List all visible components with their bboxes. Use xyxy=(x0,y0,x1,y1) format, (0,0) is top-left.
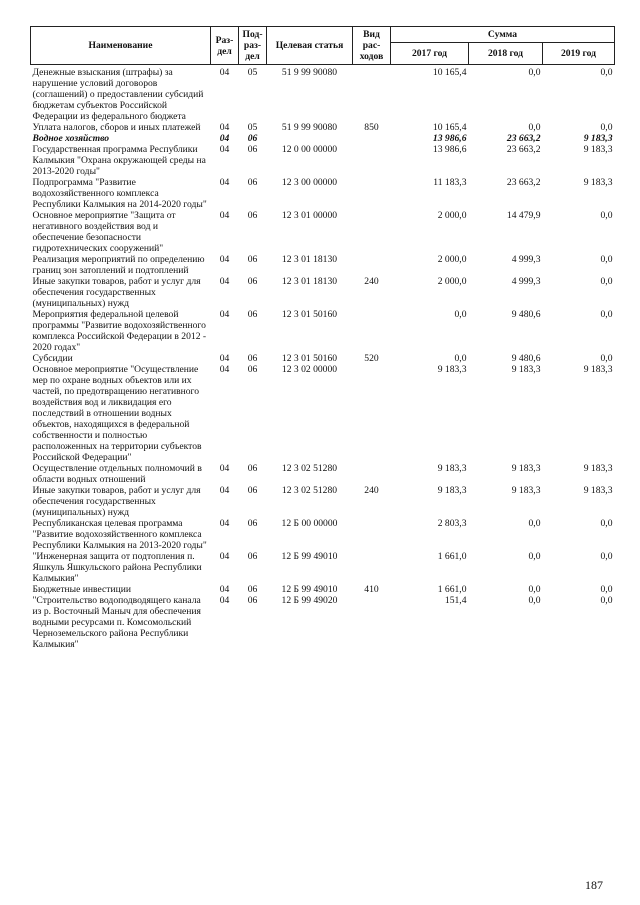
row-sum-2019: 9 183,3 xyxy=(583,485,613,496)
row-sum-2019: 0,0 xyxy=(600,595,613,606)
row-name: Денежные взыскания (штрафы) за нарушение условий договоров (соглашений) о предоставлении субсидий бюджетам субъектов Российской Федерации из федерального бюджета xyxy=(32,67,204,122)
row-sum-2018: 23 663,2 xyxy=(506,133,541,144)
page-number: 187 xyxy=(585,878,603,892)
row-name: "Строительство водоподводящего канала из р. Восточный Маныч для обеспечения водными ресурсами п. Комсомольский Черноземельского района Республики Калмыкия" xyxy=(32,595,201,650)
header-2019: 2019 год xyxy=(543,43,615,65)
row-sum-2019: 0,0 xyxy=(600,210,613,221)
table-row xyxy=(31,309,615,353)
row-sum-2019: 9 183,3 xyxy=(583,177,613,188)
row-sum-2018: 9 480,6 xyxy=(511,309,541,320)
row-sum-2019: 9 183,3 xyxy=(583,463,613,474)
row-vid xyxy=(353,595,391,650)
row-sum-2017: 13 986,6 xyxy=(432,144,467,155)
row-target: 12 3 01 50160 xyxy=(281,309,338,320)
row-name: Водное хозяйство xyxy=(32,133,110,144)
row-podrazdel: 06 xyxy=(247,144,258,155)
row-sum-2018: 0,0 xyxy=(528,595,541,606)
row-podrazdel: 06 xyxy=(247,364,258,375)
row-target: 12 Б 99 49020 xyxy=(281,595,338,606)
row-name: Осуществление отдельных полномочий в области водных отношений xyxy=(32,463,202,485)
table-row xyxy=(31,210,615,254)
row-target: 12 3 02 00000 xyxy=(281,364,338,375)
row-podrazdel: 06 xyxy=(247,276,258,287)
row-sum-2017: 10 165,4 xyxy=(432,122,467,133)
row-target: 51 9 99 90080 xyxy=(281,122,338,133)
row-name: Уплата налогов, сборов и иных платежей xyxy=(32,122,201,133)
header-vid: Вид рас-ходов xyxy=(353,27,391,65)
row-razdel: 04 xyxy=(219,485,230,496)
row-sum-2018: 4 999,3 xyxy=(511,276,541,287)
row-podrazdel: 06 xyxy=(247,353,258,364)
row-target: 51 9 99 90080 xyxy=(281,67,338,78)
header-2018: 2018 год xyxy=(469,43,543,65)
row-name: Бюджетные инвестиции xyxy=(32,584,131,595)
row-sum-2019: 9 183,3 xyxy=(583,144,613,155)
row-podrazdel: 06 xyxy=(247,133,258,144)
row-razdel: 04 xyxy=(219,584,230,595)
row-sum-2017: 9 183,3 xyxy=(437,364,467,375)
row-name: Государственная программа Республики Калмыкия "Охрана окружающей среды на 2013-2020 годы" xyxy=(32,144,206,177)
row-name: Субсидии xyxy=(32,353,73,364)
row-razdel: 04 xyxy=(219,210,230,221)
table-row xyxy=(31,463,615,485)
row-podrazdel: 06 xyxy=(247,309,258,320)
row-podrazdel: 06 xyxy=(247,551,258,562)
row-sum-2018: 23 663,2 xyxy=(506,144,541,155)
row-sum-2019: 0,0 xyxy=(600,551,613,562)
row-razdel: 04 xyxy=(219,144,230,155)
row-name: Подпрограмма "Развитие водохозяйственного комплекса Республики Калмыкия на 2014-2020 годы" xyxy=(32,177,207,210)
row-razdel: 04 xyxy=(219,254,230,265)
budget-table xyxy=(30,26,615,650)
row-podrazdel: 06 xyxy=(247,485,258,496)
row-vid xyxy=(353,518,391,551)
row-razdel: 04 xyxy=(219,67,230,78)
row-sum-2017: 151,4 xyxy=(444,595,467,606)
row-vid: 410 xyxy=(364,584,379,595)
row-sum-2019: 0,0 xyxy=(600,122,613,133)
row-sum-2017: 2 803,3 xyxy=(437,518,467,529)
row-sum-2017: 1 661,0 xyxy=(437,551,467,562)
table-header xyxy=(31,27,615,65)
table-row xyxy=(31,254,615,276)
header-podrazdel: Под-раз-дел xyxy=(239,27,267,65)
row-razdel: 04 xyxy=(219,595,230,606)
row-podrazdel: 05 xyxy=(247,122,258,133)
row-target: 12 Б 99 49010 xyxy=(281,584,338,595)
row-sum-2018: 9 183,3 xyxy=(511,364,541,375)
row-sum-2018: 0,0 xyxy=(528,518,541,529)
table-row xyxy=(31,177,615,210)
table-row xyxy=(31,122,615,133)
row-sum-2018: 0,0 xyxy=(528,551,541,562)
row-razdel: 04 xyxy=(219,364,230,375)
row-name: "Инженерная защита от подтопления п. Яшкуль Яшкульского района Республики Калмыкия" xyxy=(32,551,202,584)
row-podrazdel: 06 xyxy=(247,595,258,606)
row-sum-2019: 0,0 xyxy=(600,254,613,265)
row-sum-2019: 9 183,3 xyxy=(583,133,613,144)
row-razdel: 04 xyxy=(219,353,230,364)
row-sum-2018: 23 663,2 xyxy=(506,177,541,188)
row-podrazdel: 06 xyxy=(247,584,258,595)
row-name: Основное мероприятие "Осуществление мер по охране водных объектов или их частей, по предотвращению негативного воздействия вод и ликвидация его последствий в отношении водных объектов, находящихся в федеральной собственности и полностью расположенных на территории субъектов Российской Федерации" xyxy=(32,364,202,463)
header-razdel: Раз-дел xyxy=(211,27,239,65)
row-razdel: 04 xyxy=(219,518,230,529)
row-vid: 240 xyxy=(364,485,379,496)
row-razdel: 04 xyxy=(219,122,230,133)
row-sum-2019: 0,0 xyxy=(600,309,613,320)
row-razdel: 04 xyxy=(219,463,230,474)
row-vid: 520 xyxy=(364,353,379,364)
header-target: Целевая статья xyxy=(267,27,353,65)
table-row xyxy=(31,364,615,463)
header-sum: Сумма xyxy=(391,27,615,43)
table-row xyxy=(31,518,615,551)
header-2017: 2017 год xyxy=(391,43,469,65)
row-podrazdel: 06 xyxy=(247,518,258,529)
table-row xyxy=(31,551,615,584)
table-row xyxy=(31,485,615,518)
row-vid xyxy=(353,177,391,210)
row-sum-2019: 0,0 xyxy=(600,276,613,287)
row-vid xyxy=(353,551,391,584)
row-razdel: 04 xyxy=(219,551,230,562)
row-sum-2019: 9 183,3 xyxy=(583,364,613,375)
row-vid: 850 xyxy=(364,122,379,133)
row-sum-2017: 2 000,0 xyxy=(437,276,467,287)
row-target: 12 Б 00 00000 xyxy=(281,518,338,529)
row-target: 12 3 02 51280 xyxy=(281,485,338,496)
row-target: 12 Б 99 49010 xyxy=(281,551,338,562)
row-razdel: 04 xyxy=(219,309,230,320)
row-name: Реализация мероприятий по определению границ зон затоплений и подтоплений xyxy=(32,254,205,276)
row-target: 12 3 01 50160 xyxy=(281,353,338,364)
row-sum-2017: 9 183,3 xyxy=(437,485,467,496)
row-target xyxy=(267,133,353,144)
row-sum-2017: 0,0 xyxy=(454,353,467,364)
row-name: Мероприятия федеральной целевой программы "Развитие водохозяйственного комплекса Российской Федерации в 2012 - 2020 годах" xyxy=(32,309,207,353)
row-sum-2018: 9 183,3 xyxy=(511,463,541,474)
row-razdel: 04 xyxy=(219,133,230,144)
row-sum-2017: 10 165,4 xyxy=(432,67,467,78)
row-target: 12 3 01 00000 xyxy=(281,210,338,221)
table-row xyxy=(31,595,615,650)
row-sum-2017: 0,0 xyxy=(454,309,467,320)
row-podrazdel: 06 xyxy=(247,463,258,474)
row-razdel: 04 xyxy=(219,276,230,287)
row-vid xyxy=(353,65,391,123)
row-target: 12 3 01 18130 xyxy=(281,254,338,265)
row-name: Иные закупки товаров, работ и услуг для обеспечения государственных (муниципальных) нужд xyxy=(32,276,201,309)
row-razdel: 04 xyxy=(219,177,230,188)
row-sum-2018: 0,0 xyxy=(528,122,541,133)
row-vid xyxy=(353,463,391,485)
table-row xyxy=(31,276,615,309)
row-podrazdel: 06 xyxy=(247,177,258,188)
row-sum-2019: 0,0 xyxy=(600,518,613,529)
row-vid xyxy=(353,210,391,254)
row-target: 12 0 00 00000 xyxy=(281,144,338,155)
row-name: Иные закупки товаров, работ и услуг для обеспечения государственных (муниципальных) нужд xyxy=(32,485,201,518)
row-target: 12 3 01 18130 xyxy=(281,276,338,287)
row-sum-2017: 9 183,3 xyxy=(437,463,467,474)
row-sum-2017: 1 661,0 xyxy=(437,584,467,595)
table-row xyxy=(31,65,615,123)
row-vid: 240 xyxy=(364,276,379,287)
row-podrazdel: 05 xyxy=(247,67,258,78)
row-vid xyxy=(353,144,391,177)
row-podrazdel: 06 xyxy=(247,210,258,221)
row-name: Основное мероприятие "Защита от негативного воздействия вод и обеспечение безопасности гидротехнических сооружений" xyxy=(32,210,176,254)
row-sum-2018: 14 479,9 xyxy=(506,210,541,221)
row-sum-2017: 2 000,0 xyxy=(437,254,467,265)
row-target: 12 3 02 51280 xyxy=(281,463,338,474)
row-name: Республиканская целевая программа "Развитие водохозяйственного комплекса Республики Калмыкия на 2013-2020 годы" xyxy=(32,518,207,551)
row-sum-2019: 0,0 xyxy=(600,353,613,364)
row-sum-2018: 9 480,6 xyxy=(511,353,541,364)
table-row xyxy=(31,144,615,177)
table-body xyxy=(31,65,615,651)
table-row xyxy=(31,584,615,595)
row-sum-2019: 0,0 xyxy=(600,584,613,595)
row-vid xyxy=(353,309,391,353)
row-target: 12 3 00 00000 xyxy=(281,177,338,188)
table-row xyxy=(31,133,615,144)
row-sum-2018: 4 999,3 xyxy=(511,254,541,265)
row-vid xyxy=(353,364,391,463)
row-vid xyxy=(353,133,391,144)
row-sum-2018: 0,0 xyxy=(528,67,541,78)
row-sum-2018: 0,0 xyxy=(528,584,541,595)
row-vid xyxy=(353,254,391,276)
row-sum-2017: 2 000,0 xyxy=(437,210,467,221)
row-sum-2017: 13 986,6 xyxy=(432,133,467,144)
row-sum-2017: 11 183,3 xyxy=(433,177,467,188)
row-podrazdel: 06 xyxy=(247,254,258,265)
header-name: Наименование xyxy=(31,27,211,65)
row-sum-2019: 0,0 xyxy=(600,67,613,78)
row-sum-2018: 9 183,3 xyxy=(511,485,541,496)
table-row xyxy=(31,353,615,364)
